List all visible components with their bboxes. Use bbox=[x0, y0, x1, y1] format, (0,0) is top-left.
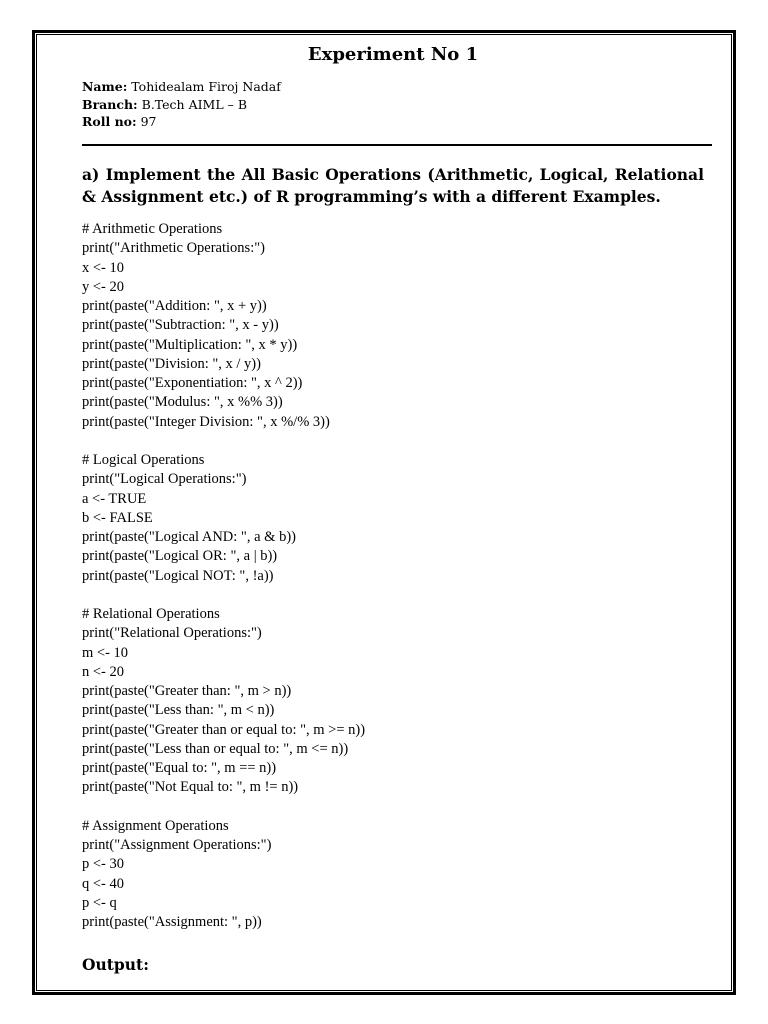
document-header bbox=[82, 42, 704, 131]
roll-value: 97 bbox=[136, 114, 157, 129]
code-line: m <- 10 bbox=[82, 644, 129, 661]
code-line: print(paste("Greater than: ", m > n)) bbox=[82, 683, 292, 699]
code-blank-line bbox=[82, 586, 704, 605]
code-line: print(paste("Modulus: ", x %% 3)) bbox=[82, 394, 283, 411]
code-line: print("Assignment Operations:") bbox=[82, 837, 272, 853]
code-comment: # Logical Operations bbox=[82, 452, 205, 468]
code-line: y <- 20 bbox=[82, 278, 125, 295]
header-divider bbox=[82, 144, 712, 146]
code-line: print("Relational Operations:") bbox=[82, 625, 262, 642]
code-line: print(paste("Less than: ", m < n)) bbox=[82, 702, 275, 719]
code-comment: # Arithmetic Operations bbox=[82, 221, 223, 237]
student-name-row bbox=[82, 78, 704, 96]
code-line: print(paste("Multiplication: ", x * y)) bbox=[82, 336, 298, 353]
question-heading: a) Implement the All Basic Operations (Arithmetic, Logical, Relational & Assignment etc.) of R programming’s with a different Examples. bbox=[82, 165, 704, 206]
code-blank-line bbox=[82, 432, 704, 451]
code-line: print(paste("Logical AND: ", a & b)) bbox=[82, 529, 296, 545]
code-line: n <- 20 bbox=[82, 663, 125, 680]
name-value: Tohidealam Firoj Nadaf bbox=[127, 79, 281, 94]
roll-label: Roll no: bbox=[82, 114, 137, 129]
code-comment: # Relational Operations bbox=[82, 606, 220, 622]
code-line: print("Arithmetic Operations:") bbox=[82, 240, 265, 257]
output-label: Output: bbox=[82, 955, 149, 974]
code-line: print("Logical Operations:") bbox=[82, 471, 247, 488]
code-line: b <- FALSE bbox=[82, 509, 153, 526]
code-line: print(paste("Exponentiation: ", x ^ 2)) bbox=[82, 375, 303, 391]
code-line: q <- 40 bbox=[82, 875, 125, 892]
code-line: x <- 10 bbox=[82, 259, 125, 276]
code-line: print(paste("Less than or equal to: ", m <= n)) bbox=[82, 740, 349, 757]
code-line: print(paste("Equal to: ", m == n)) bbox=[82, 760, 277, 776]
code-line: a <- TRUE bbox=[82, 490, 147, 507]
branch-label: Branch: bbox=[82, 96, 138, 112]
page-title: Experiment No 1 bbox=[307, 44, 479, 65]
code-line: print(paste("Not Equal to: ", m != n)) bbox=[82, 779, 299, 796]
code-line: print(paste("Logical OR: ", a | b)) bbox=[82, 548, 278, 565]
code-line: p <- 30 bbox=[82, 856, 125, 873]
code-listing bbox=[82, 220, 704, 932]
code-line: print(paste("Division: ", x / y)) bbox=[82, 355, 261, 372]
code-line: print(paste("Subtraction: ", x - y)) bbox=[82, 317, 279, 334]
roll-number-row bbox=[82, 113, 704, 131]
code-line: p <- q bbox=[82, 894, 117, 911]
code-line: print(paste("Greater than or equal to: ", m >= n)) bbox=[82, 721, 366, 738]
code-comment: # Assignment Operations bbox=[82, 817, 229, 834]
code-line: print(paste("Addition: ", x + y)) bbox=[82, 298, 267, 314]
branch-value: B.Tech AIML – B bbox=[137, 96, 248, 112]
name-label: Name: bbox=[82, 79, 128, 94]
code-line: print(paste("Assignment: ", p)) bbox=[82, 914, 262, 930]
code-line: print(paste("Logical NOT: ", !a)) bbox=[82, 567, 274, 584]
code-line: print(paste("Integer Division: ", x %/% 3)) bbox=[82, 413, 330, 430]
branch-row bbox=[82, 96, 704, 114]
code-blank-line bbox=[82, 798, 704, 817]
